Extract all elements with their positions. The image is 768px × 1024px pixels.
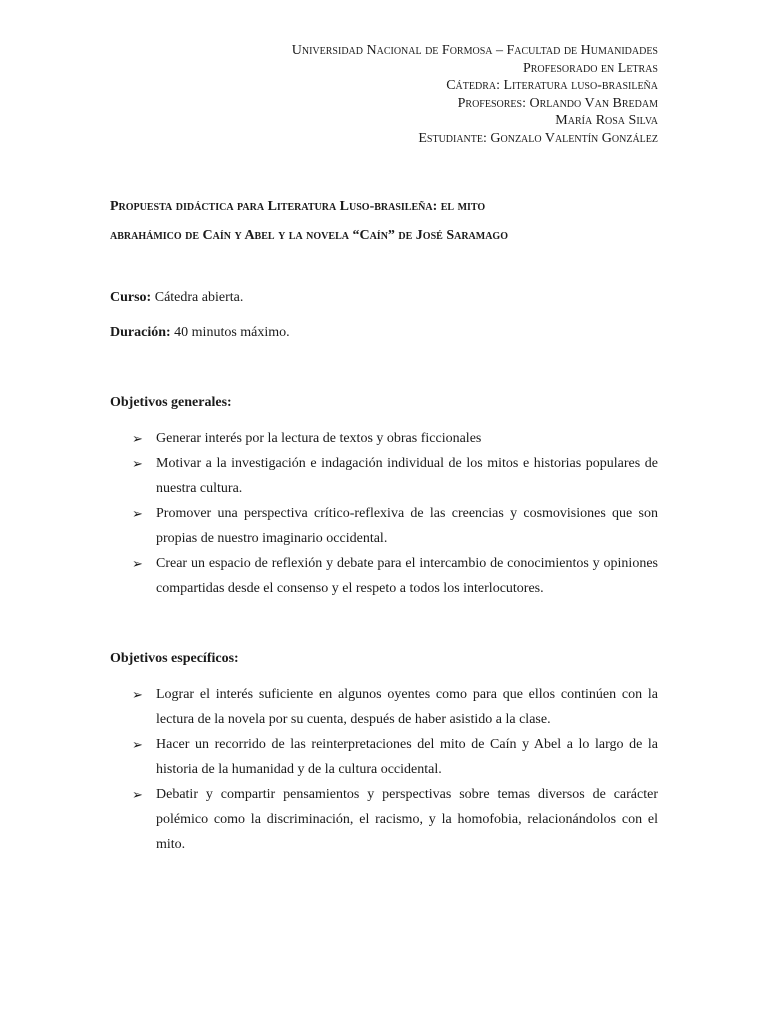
header-professor-2: María Rosa Silva [555, 113, 658, 129]
objetivos-especificos-list [110, 682, 658, 857]
list-item [110, 501, 658, 551]
document-title [110, 192, 658, 250]
arrowhead-bullet-icon: ➢ [132, 506, 143, 521]
arrowhead-bullet-icon: ➢ [132, 431, 143, 446]
document-header [292, 42, 658, 148]
list-item-text: Lograr el interés suficiente en algunos oyentes como para que ellos continúen con la lectura de la novela por su cuenta, después de haber asistido a la clase. [156, 687, 658, 727]
list-item [110, 426, 658, 451]
list-item [110, 451, 658, 501]
header-institution: Universidad Nacional de Formosa – Facultad de Humanidades [291, 43, 658, 58]
list-item-text: Debatir y compartir pensamientos y perspectivas sobre temas diversos de carácter polémico como la discriminación, el racismo, y la homofobia, relacionándolos con el mito. [156, 787, 658, 852]
arrowhead-bullet-icon: ➢ [132, 456, 143, 471]
list-item-text: Hacer un recorrido de las reinterpretaciones del mito de Caín y Abel a lo largo de la historia de la humanidad y de la cultura occidental. [156, 737, 658, 777]
curso-field [110, 290, 243, 306]
list-item [110, 782, 658, 857]
arrowhead-bullet-icon: ➢ [132, 787, 143, 802]
list-item [110, 551, 658, 601]
header-professors: Profesores: Orlando Van Bredam [457, 95, 658, 111]
header-student: Estudiante: Gonzalo Valentín González [418, 130, 658, 146]
list-item [110, 732, 658, 782]
list-item-text: Generar interés por la lectura de textos y obras ficcionales [156, 431, 482, 446]
duracion-label: Duración: [110, 325, 171, 340]
arrowhead-bullet-icon: ➢ [132, 556, 143, 571]
title-line-1: Propuesta didáctica para Literatura Luso-brasileña: el mito [110, 199, 486, 214]
objetivos-generales-heading: Objetivos generales: [110, 395, 232, 410]
curso-label: Curso: [110, 290, 152, 305]
title-line-2: abrahámico de Caín y Abel y la novela “Caín” de José Saramago [110, 228, 508, 243]
list-item [110, 682, 658, 732]
duracion-field [110, 325, 290, 341]
objetivos-generales-list [110, 426, 658, 601]
list-item-text: Motivar a la investigación e indagación individual de los mitos e historias populares de nuestra cultura. [156, 456, 658, 496]
arrowhead-bullet-icon: ➢ [132, 687, 143, 702]
header-program: Profesorado en Letras [522, 60, 658, 76]
objetivos-especificos-heading: Objetivos específicos: [110, 651, 239, 666]
curso-value: Cátedra abierta. [154, 290, 244, 305]
duracion-value: 40 minutos máximo. [174, 325, 290, 340]
arrowhead-bullet-icon: ➢ [132, 737, 143, 752]
header-course: Cátedra: Literatura luso-brasileña [446, 78, 658, 94]
list-item-text: Crear un espacio de reflexión y debate para el intercambio de conocimientos y opiniones compartidas desde el consenso y el respeto a todos los interlocutores. [156, 556, 658, 596]
list-item-text: Promover una perspectiva crítico-reflexiva de las creencias y cosmovisiones que son propias de nuestro imaginario occidental. [156, 506, 658, 546]
